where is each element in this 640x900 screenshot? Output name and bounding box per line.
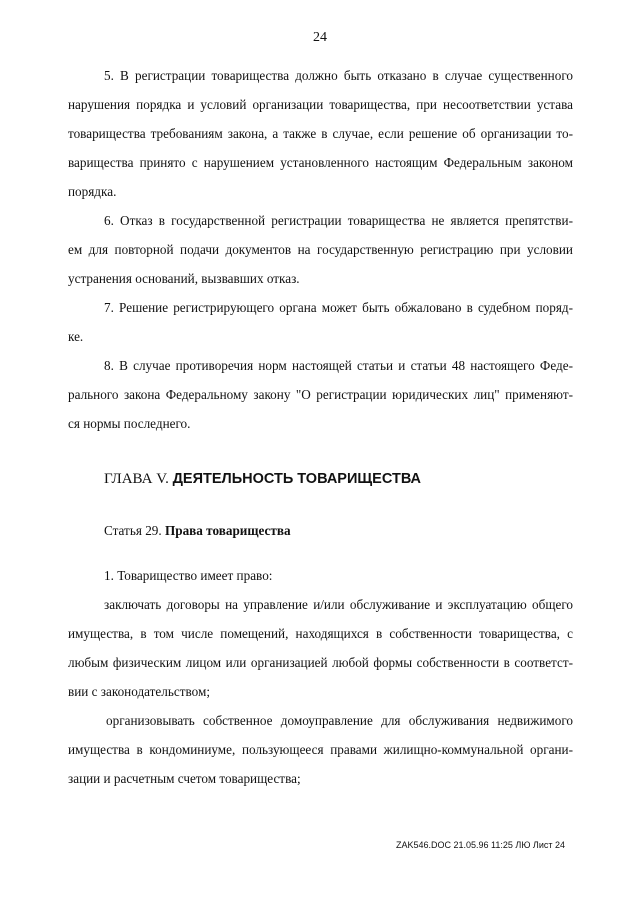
page-number: 24 bbox=[313, 30, 327, 45]
text-line: имущества, в том числе помещений, находящихся в собственности товарищества, с bbox=[68, 626, 573, 641]
text-line: рального закона Федеральному закону "О регистрации юридических лиц" применяют- bbox=[68, 387, 573, 402]
text-line: вии с законодательством; bbox=[68, 684, 210, 699]
text-line: 5. В регистрации товарищества должно быть отказано в случае существенного bbox=[104, 68, 573, 83]
text-line: ем для повторной подачи документов на государственную регистрацию при условии bbox=[68, 242, 573, 257]
text-line: ке. bbox=[68, 329, 84, 344]
document-footer: ZAK546.DOC 21.05.96 11:25 ЛЮ Лист 24 bbox=[396, 840, 565, 850]
text-line: устранения оснований, вызвавших отказ. bbox=[68, 271, 300, 286]
article-title: Права товарищества bbox=[164, 523, 291, 538]
article-29-intro: 1. Товарищество имеет право: bbox=[104, 568, 273, 583]
text-line: 8. В случае противоречия норм настоящей статьи и статьи 48 настоящего Феде- bbox=[104, 358, 573, 373]
text-line: нарушения порядка и условий организации товарищества, при несоответствии устава bbox=[68, 97, 573, 112]
chapter-heading bbox=[104, 471, 421, 488]
text-line: заключать договоры на управление и/или обслуживание и эксплуатацию общего bbox=[104, 597, 573, 612]
text-line: зации и расчетным счетом товарищества; bbox=[68, 771, 301, 786]
text-line: порядка. bbox=[68, 184, 117, 199]
chapter-title: ДЕЯТЕЛЬНОСТЬ ТОВАРИЩЕСТВА bbox=[172, 471, 422, 487]
text-line: товарищества требованиям закона, а также в случае, если решение об организации то- bbox=[68, 126, 573, 141]
text-line: 6. Отказ в государственной регистрации товарищества не является препятстви- bbox=[104, 213, 573, 228]
chapter-label: ГЛАВА V. bbox=[104, 471, 169, 487]
text-line: варищества принято с нарушением установленного настоящим Федеральным законом bbox=[68, 155, 573, 170]
text-line: ся нормы последнего. bbox=[68, 416, 191, 431]
text-line: имущества в кондоминиуме, пользующееся правами жилищно-коммунальной органи- bbox=[68, 742, 573, 757]
text-line: любым физическим лицом или организацией любой формы собственности в соответст- bbox=[68, 655, 573, 670]
article-heading bbox=[104, 523, 291, 539]
article-label: Статья 29. bbox=[104, 523, 162, 538]
text-line: организовывать собственное домоуправление для обслуживания недвижимого bbox=[106, 713, 573, 728]
text-line: 7. Решение регистрирующего органа может быть обжаловано в судебном поряд- bbox=[104, 300, 573, 315]
